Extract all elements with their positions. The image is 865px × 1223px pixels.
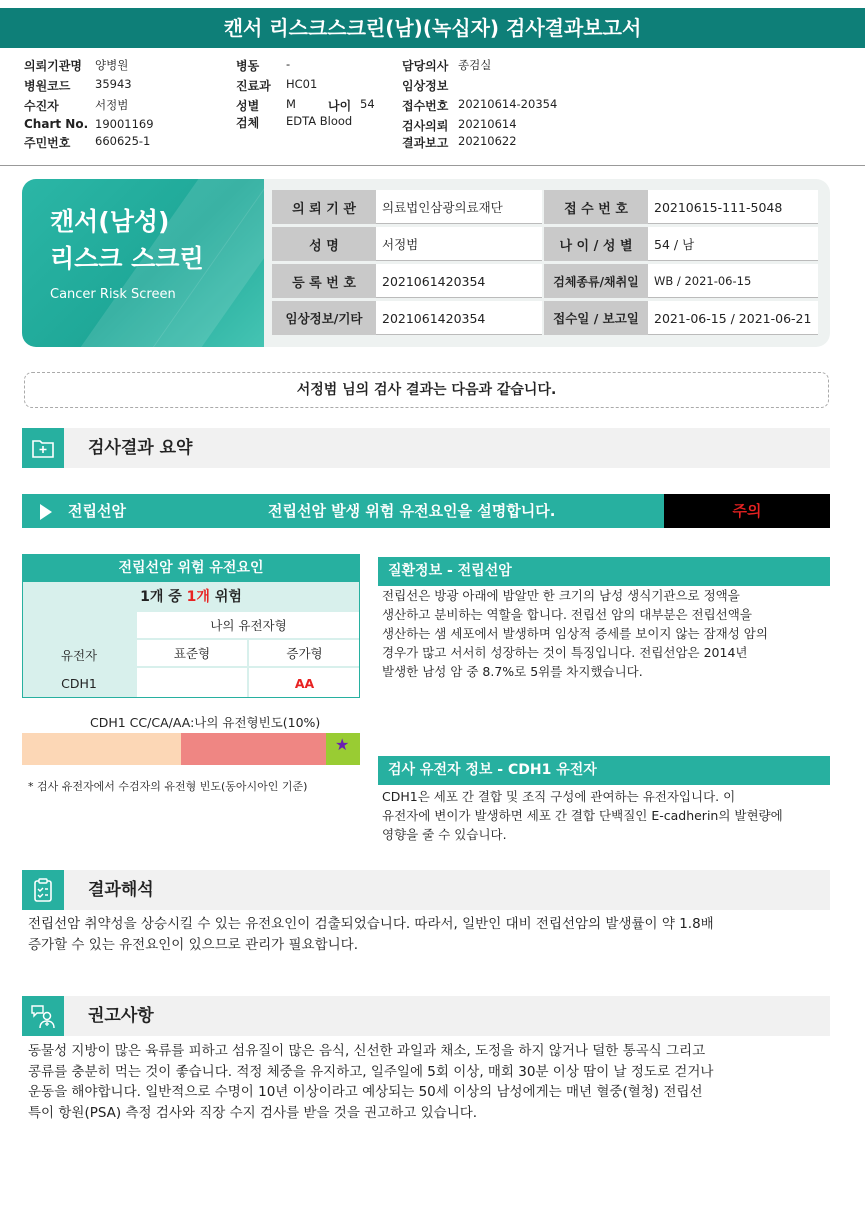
label-hospital: 의뢰기관명 (24, 59, 82, 73)
value-resident-no: 660625-1 (95, 134, 151, 148)
label-specimen: 검체 (236, 116, 260, 130)
banner-title (50, 203, 204, 277)
section-interpretation (22, 870, 830, 910)
doctor-consult-icon (22, 996, 64, 1036)
disease-info-line: 전립선은 방광 아래에 밤알만 한 크기의 남성 생식기관으로 정액을 (382, 588, 740, 603)
section-title: 결과해석 (88, 880, 154, 900)
cancer-name: 전립선암 (68, 502, 126, 520)
value-department: HC01 (286, 77, 318, 91)
risk-count-highlight: 1개 (186, 589, 210, 605)
value-receipt-no: 20210614-20354 (458, 97, 558, 111)
my-genotype-marker-icon: ★ (335, 735, 350, 754)
value-hospital: 양병원 (95, 58, 129, 72)
disease-info-title: 질환정보 - 전립선암 (378, 557, 830, 585)
standard-column-header: 표준형 (137, 640, 247, 666)
interpretation-text (28, 914, 828, 955)
info-key: 성 명 (272, 227, 376, 261)
patient-header (0, 54, 865, 166)
recommendation-line: 운동을 해야합니다. 일반적으로 수명이 10년 이상이라고 예상되는 50세 이상의 남성에게는 매년 혈중(혈청) 전립선 (28, 1084, 703, 1100)
clipboard-check-icon (22, 870, 64, 910)
recommendation-text (28, 1041, 828, 1123)
info-value: 2021061420354 (376, 301, 542, 335)
banner-subtitle: Cancer Risk Screen (50, 287, 176, 302)
info-value: 의료법인삼광의료재단 (376, 190, 542, 224)
report-title: 캔서 리스크스크린(남)(녹십자) 검사결과보고서 (0, 8, 865, 48)
info-value: 20210615-111-5048 (648, 190, 818, 224)
folder-plus-icon (22, 428, 64, 468)
gene-table-grid (22, 582, 360, 698)
risk-count (22, 582, 360, 610)
cancer-risk-banner (22, 179, 264, 347)
value-chart-no: 19001169 (95, 117, 154, 131)
label-report-date: 결과보고 (402, 136, 449, 150)
gene-table-title: 전립선암 위험 유전요인 (22, 554, 360, 582)
value-request-date: 20210614 (458, 117, 517, 131)
summary-card (22, 179, 830, 347)
interpretation-line: 증가할 수 있는 유전요인이 있으므로 관리가 필요합니다. (28, 936, 358, 953)
frequency-bar (22, 733, 360, 765)
recommendation-line: 동물성 지방이 많은 육류를 피하고 섬유질이 많은 음식, 신선한 과일과 채소, 도정을 하지 않거나 덜한 통곡식 그리고 (28, 1043, 706, 1059)
result-notice: 서정범 님의 검사 결과는 다음과 같습니다. (24, 372, 829, 408)
increase-column-header: 증가형 (249, 640, 360, 666)
gene-risk-table (22, 554, 360, 698)
disease-info-text (382, 586, 828, 681)
value-ward: - (286, 57, 291, 71)
disease-info-line: 생산하고 분비하는 역할을 합니다. 전립선 암의 대부분은 전립선액을 (382, 607, 752, 622)
label-hospital-code: 병원코드 (24, 79, 71, 93)
value-age: 54 (360, 97, 375, 111)
recommendation-line: 특이 항원(PSA) 측정 검사와 직장 수지 검사를 받을 것을 권고하고 있습니다. (28, 1104, 478, 1121)
banner-title-line2: 리스크 스크린 (50, 244, 204, 273)
info-value: 2021061420354 (376, 264, 542, 298)
interpretation-line: 전립선암 취약성을 상승시킬 수 있는 유전요인이 검출되었습니다. 따라서, 일반인 대비 전립선암의 발생률이 약 1.8배 (28, 916, 714, 932)
label-receipt-no: 접수번호 (402, 99, 449, 113)
my-genotype-header: 나의 유전자형 (137, 612, 360, 638)
value-report-date: 20210622 (458, 134, 517, 148)
info-key: 나 이 / 성 별 (544, 227, 648, 261)
gene-info-text (382, 787, 828, 844)
section-summary (22, 428, 830, 468)
info-value: 54 / 남 (648, 227, 818, 261)
disease-info-line: 발생한 남성 암 중 8.7%로 5위를 차지했습니다. (382, 664, 643, 679)
info-key: 의 뢰 기 관 (272, 190, 376, 224)
divider (378, 784, 830, 785)
info-row (272, 190, 818, 226)
gene-info-line: 유전자에 변이가 발생하면 세포 간 결합 단백질인 E-cadherin의 발현량에 (382, 808, 783, 823)
section-recommendation (22, 996, 830, 1036)
frequency-segment-cc (22, 733, 181, 765)
gene-info-title: 검사 유전자 정보 - CDH1 유전자 (378, 756, 830, 784)
info-value: 2021-06-15 / 2021-06-21 (648, 301, 818, 335)
banner-title-line1: 캔서(남성) (50, 207, 170, 236)
label-ward: 병동 (236, 59, 260, 73)
label-request-date: 검사의뢰 (402, 119, 449, 133)
disease-info-line: 생산하는 샘 세포에서 발생하며 임상적 증세를 보이지 않는 잠재성 암의 (382, 626, 768, 641)
increase-value: AA (249, 668, 360, 698)
frequency-segment-ca (181, 733, 326, 765)
info-key: 접수일 / 보고일 (544, 301, 648, 335)
label-department: 진료과 (236, 79, 271, 93)
gene-column-header: 유전자 (60, 648, 98, 663)
info-value: 서정범 (376, 227, 542, 261)
standard-value (137, 668, 247, 698)
label-resident-no: 주민번호 (24, 136, 71, 150)
frequency-label: CDH1 CC/CA/AA:나의 유전형빈도(10%) (90, 715, 321, 730)
label-sex: 성별 (236, 99, 260, 113)
play-arrow-icon (40, 504, 52, 520)
value-hospital-code: 35943 (95, 77, 132, 91)
info-key: 등 록 번 호 (272, 264, 376, 298)
frequency-footnote: * 검사 유전자에서 수검자의 유전형 빈도(동아시아인 기준) (28, 780, 308, 793)
gene-info-line: 영향을 줄 수 있습니다. (382, 827, 507, 842)
label-patient: 수진자 (24, 99, 59, 113)
info-row (272, 301, 818, 337)
label-age: 나이 (328, 99, 352, 113)
label-chart-no: Chart No. (24, 117, 89, 131)
risk-count-suffix: 위험 (214, 589, 242, 605)
gene-info-line: CDH1은 세포 간 결합 및 조직 구성에 관여하는 유전자입니다. 이 (382, 789, 736, 804)
value-doctor: 종검실 (458, 58, 492, 72)
risk-status-badge: 주의 (664, 494, 830, 528)
info-value: WB / 2021-06-15 (648, 264, 818, 298)
info-key: 접 수 번 호 (544, 190, 648, 224)
info-key: 임상정보/기타 (272, 301, 376, 335)
info-key: 검체종류/채취일 (544, 264, 648, 298)
gene-name: CDH1 (22, 668, 136, 698)
cancer-description: 전립선암 발생 위험 유전요인을 설명합니다. (268, 502, 556, 520)
label-doctor: 담당의사 (402, 59, 449, 73)
disease-info-line: 경우가 많고 서서히 성장하는 것이 특징입니다. 전립선암은 2014년 (382, 645, 748, 660)
prostate-result-bar (22, 494, 830, 528)
value-sex: M (286, 97, 296, 111)
risk-count-prefix: 1개 중 (140, 589, 182, 605)
section-title: 권고사항 (88, 1006, 154, 1026)
recommendation-line: 콩류를 충분히 먹는 것이 좋습니다. 적정 체중을 유지하고, 일주일에 5회 이상, 매회 30분 이상 땀이 날 정도로 걷거나 (28, 1063, 714, 1080)
value-patient: 서정범 (95, 98, 129, 112)
label-clinical-info: 임상정보 (402, 79, 449, 93)
info-row (272, 227, 818, 263)
value-specimen: EDTA Blood (286, 114, 353, 128)
section-title: 검사결과 요약 (88, 438, 193, 458)
info-row (272, 264, 818, 300)
